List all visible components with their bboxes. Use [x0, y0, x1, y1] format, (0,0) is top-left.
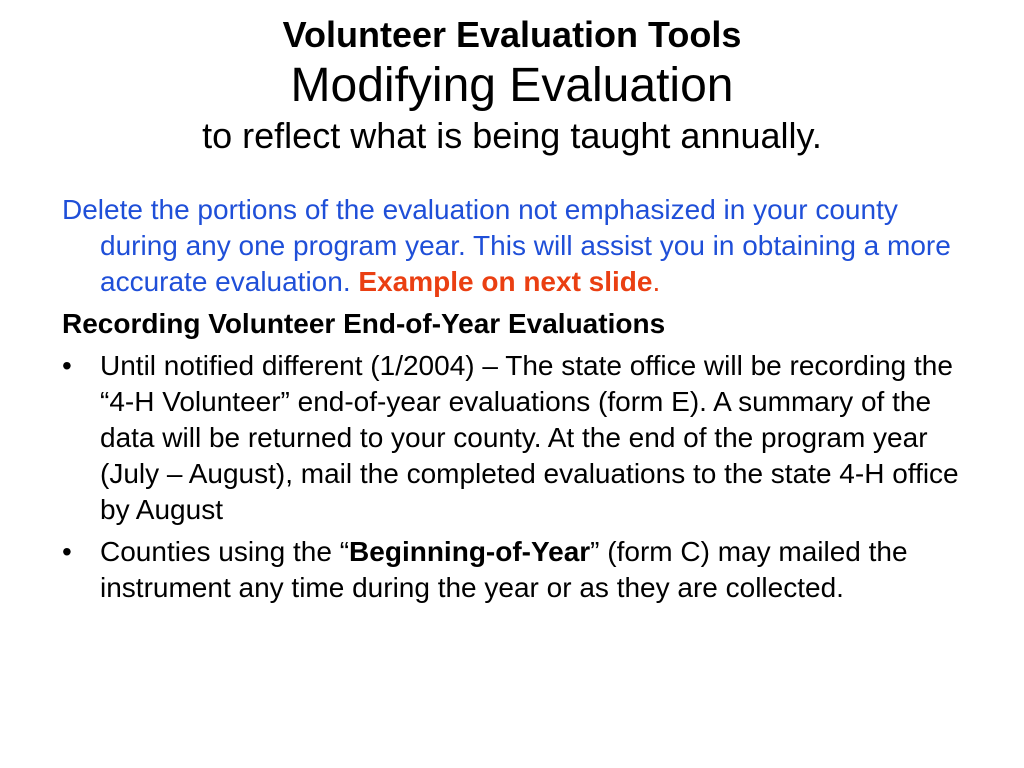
- title-line-3: to reflect what is being taught annually.: [202, 115, 822, 156]
- slide-title: [0, 12, 1024, 158]
- bullet-prefix: Counties using the “: [100, 536, 350, 567]
- intro-paragraph: [62, 192, 982, 300]
- bullet-marker: •: [62, 350, 72, 381]
- example-period: .: [652, 266, 661, 297]
- example-link-text: Example on next slide: [358, 266, 653, 297]
- bullet-item-beginning-of-year: [62, 534, 982, 606]
- bullet-bold-term: Beginning-of-Year: [349, 536, 591, 567]
- title-line-1: Volunteer Evaluation Tools: [282, 14, 742, 55]
- bullet-suffix: ” (form C) may mailed the instrument any time during the year or as they are collected.: [100, 536, 908, 603]
- bullet-marker: •: [62, 536, 72, 567]
- section-heading: Recording Volunteer End-of-Year Evaluations: [62, 308, 666, 339]
- intro-text: Delete the portions of the evaluation not emphasized in your county during any one program year. This will assist you in obtaining a more accurate evaluation.: [62, 194, 951, 297]
- slide-body: [62, 192, 982, 612]
- bullet-item-state-office: [62, 348, 982, 528]
- bullet-text: Until notified different (1/2004) – The state office will be recording the “4-H Volunteer” end-of-year evaluations (form E). A summary of the data will be returned to your county. At the end of the program year (July – August), mail the completed evaluations to the state 4-H office by August: [100, 350, 959, 525]
- title-line-2: Modifying Evaluation: [290, 59, 734, 112]
- bullet-list: [62, 348, 982, 606]
